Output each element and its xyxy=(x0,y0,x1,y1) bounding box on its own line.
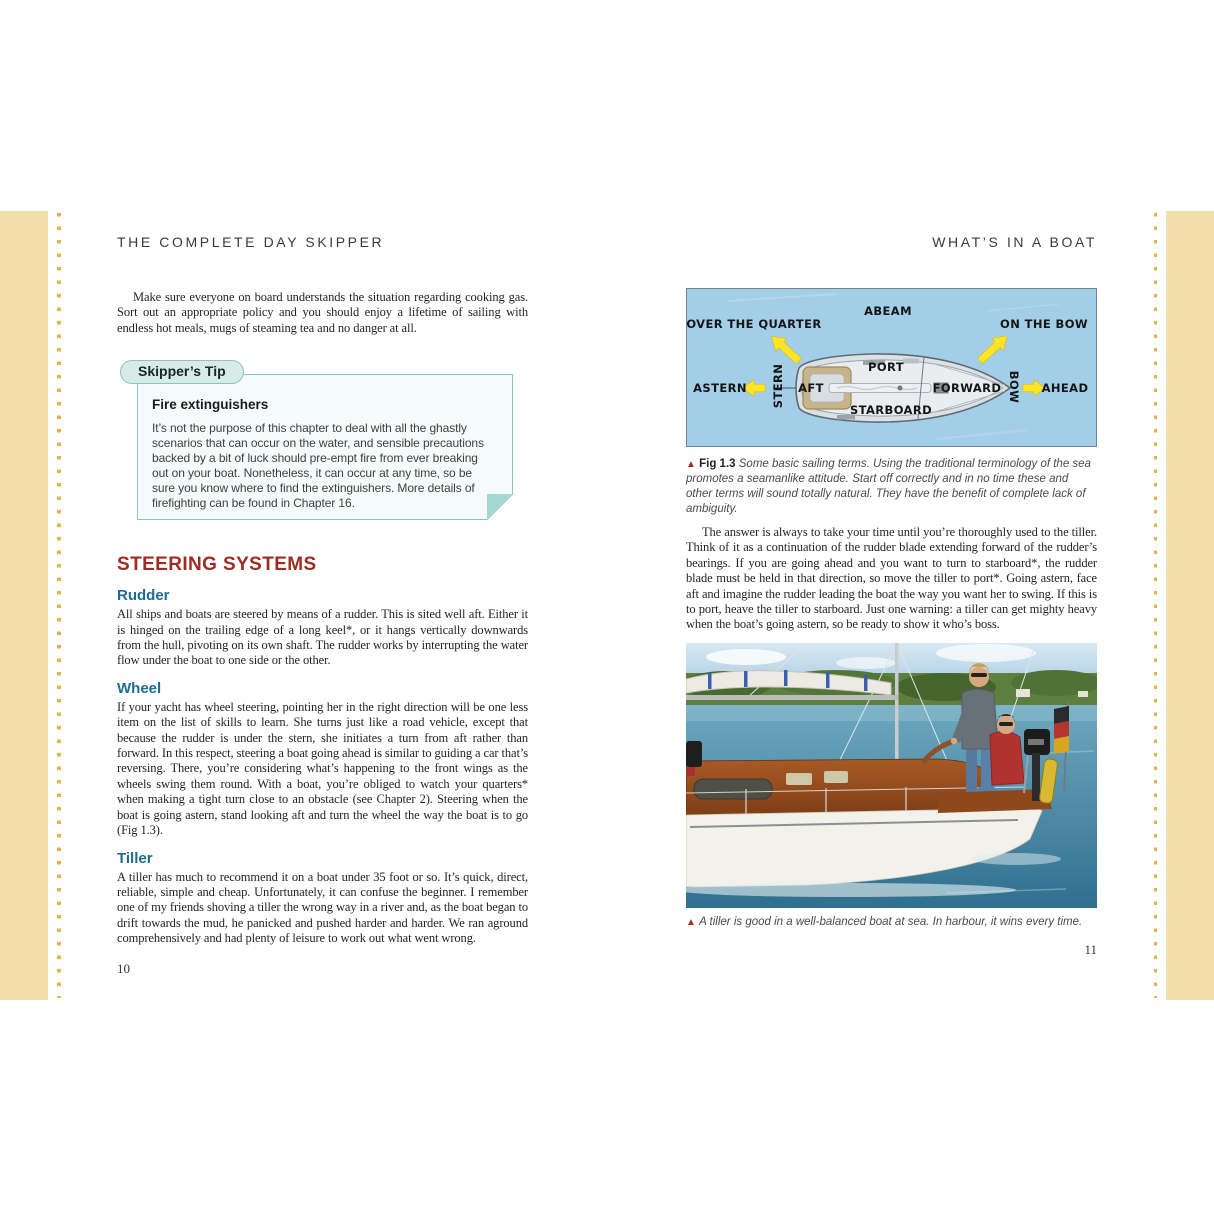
photo-tiller-boat xyxy=(686,643,1097,908)
label-over-the-quarter: OVER THE QUARTER xyxy=(686,317,822,331)
photo-caption-text: A tiller is good in a well-balanced boat at sea. In harbour, it wins every time. xyxy=(699,915,1083,928)
cabin-window-long xyxy=(694,779,772,799)
water-streak xyxy=(727,294,837,301)
arrow-on-the-bow xyxy=(974,330,1013,368)
cabin-window xyxy=(786,773,812,785)
label-starboard: STARBOARD xyxy=(849,403,933,417)
subheading-tiller: Tiller xyxy=(117,849,153,867)
right-dotted-rule xyxy=(1154,213,1158,998)
right-running-head: WHAT’S IN A BOAT xyxy=(932,234,1097,250)
sailing-terms-diagram xyxy=(686,288,1097,447)
left-page-number: 10 xyxy=(117,960,130,976)
photo-caption xyxy=(686,916,1097,928)
boom xyxy=(686,695,898,700)
cloud xyxy=(936,644,1036,662)
section-heading-steering-systems: STEERING SYSTEMS xyxy=(117,554,317,576)
intro-paragraph: Make sure everyone on board understands the situation regarding cooking gas. Sort out an appropriate policy and you should enjoy a lifetime of sailing with endless hot meals, mugs of steaming tea and no danger at all. xyxy=(117,290,528,335)
deck-gear xyxy=(686,741,702,767)
tiller-answer-paragraph: The answer is always to take your time until you’re thoroughly used to the tiller. Think of it as a continuation of the rudder blade extending forward of the rudder’s bearings. If you are going ahead and you want to turn to starboard*, the rudder blade must be held in that direction, so move the tiller to port*. Going astern, face aft and imagine the rudder leading the boat the way you want her to swing. If this is to port, heave the tiller to starboard. Just one warning: a tiller can get mighty heavy when the boat’s going astern, so be ready to show it who’s boss. xyxy=(686,525,1097,632)
deck-hatch xyxy=(903,359,919,364)
sailboat-photo-illustration xyxy=(686,643,1097,908)
cloud xyxy=(706,649,786,665)
mast xyxy=(898,386,903,391)
skippers-tip-tab: Skipper’s Tip xyxy=(120,360,244,384)
subheading-wheel: Wheel xyxy=(117,679,162,697)
label-astern: ASTERN xyxy=(693,381,747,395)
right-page-number: 11 xyxy=(1084,941,1097,957)
rudder-paragraph: All ships and boats are steered by means of a rudder. This is sited well aft. Either it is hinged on the trailing edge of a long keel*, or it hangs vertically downwards from the hull, pivoting on its own shaft. The rudder works by interrupting the water flow under the boat to one side or the other. xyxy=(117,607,528,668)
caption-triangle-icon: ▲ xyxy=(686,459,696,470)
water-streak xyxy=(937,430,1027,439)
label-on-the-bow: ON THE BOW xyxy=(1000,317,1088,331)
skippers-tip-box xyxy=(117,360,528,520)
label-stern: STERN xyxy=(771,363,785,409)
label-forward: FORWARD xyxy=(932,381,1002,395)
left-running-head: THE COMPLETE DAY SKIPPER xyxy=(117,234,385,250)
label-port: PORT xyxy=(868,360,904,374)
sunglasses xyxy=(971,673,987,677)
right-edge-strip xyxy=(1166,211,1214,1000)
subheading-rudder: Rudder xyxy=(117,587,170,605)
wake xyxy=(686,883,1016,897)
arrow-over-the-quarter xyxy=(766,330,805,367)
figure-caption-text: Some basic sailing terms. Using the traditional terminology of the sea promotes a seamanlike attitude. Start off correctly and in no time these and other terms will sound totally natural. They have the benefit of complete lack of ambiguity. xyxy=(686,458,1091,515)
label-aft: AFT xyxy=(798,381,824,395)
label-abeam: ABEAM xyxy=(864,304,912,318)
wheel-paragraph: If your yacht has wheel steering, pointing her in the right direction will be one less item on the list of skills to learn. She turns just like a road vehicle, except that because the rudder is under the stern, she initiates a turn from aft rather than forward. In this respect, steering a boat going ahead is similar to guiding a car that’s reversing. There, you’re considering what’s happening to the front wings as the wheels swing them round. With a boat, you’re obliged to watch your quarters* when making a tight turn close to an obstacle (see Chapter 2). Steering when the boat is going astern, stand looking aft and turn the wheel the way the boat is to go (Fig 1.3). xyxy=(117,699,528,838)
water-streak xyxy=(987,304,1059,311)
skippers-tip-panel xyxy=(137,374,513,520)
mast xyxy=(895,643,899,765)
right-page xyxy=(686,234,1097,958)
caption-triangle-icon: ▲ xyxy=(686,916,696,928)
cabin-window xyxy=(824,771,848,783)
figure-label: Fig 1.3 xyxy=(699,458,736,470)
left-page xyxy=(117,234,528,977)
folded-corner xyxy=(487,494,514,521)
tip-body: It’s not the purpose of this chapter to deal with all the ghastly scenarios that can occur on the water, and sensible precautions backed by a bit of luck should pre-empt fire from ever breaking out on your boat. Nonetheless, it can occur at any time, so be sure you know where to find the extinguishers. More details of firefighting can be found in Chapter 16. xyxy=(152,421,484,511)
sunglasses xyxy=(999,722,1013,726)
label-ahead: AHEAD xyxy=(1041,381,1089,395)
tip-heading: Fire extinguishers xyxy=(152,397,269,413)
tiller-paragraph: A tiller has much to recommend it on a boat under 35 foot or so. It’s quick, direct, reliable, simple and cheap. Unfortunately, it can confuse the beginner. I remember one of my friends shoving a tiller the wrong way in a river and, as the boat began to drift towards the mud, he panicked and pushed harder and harder. We ran aground comprehensively and had plenty of leisure to work out what went wrong. xyxy=(117,869,528,946)
label-bow: BOW xyxy=(1007,370,1021,404)
wake xyxy=(971,853,1061,865)
left-edge-strip xyxy=(0,211,48,1000)
left-dotted-rule xyxy=(57,213,61,998)
deck-gear-red xyxy=(686,767,695,776)
figure-caption xyxy=(686,457,1097,517)
water-near-shore xyxy=(686,705,1097,721)
shore-house xyxy=(1078,691,1088,697)
hand xyxy=(951,738,957,744)
